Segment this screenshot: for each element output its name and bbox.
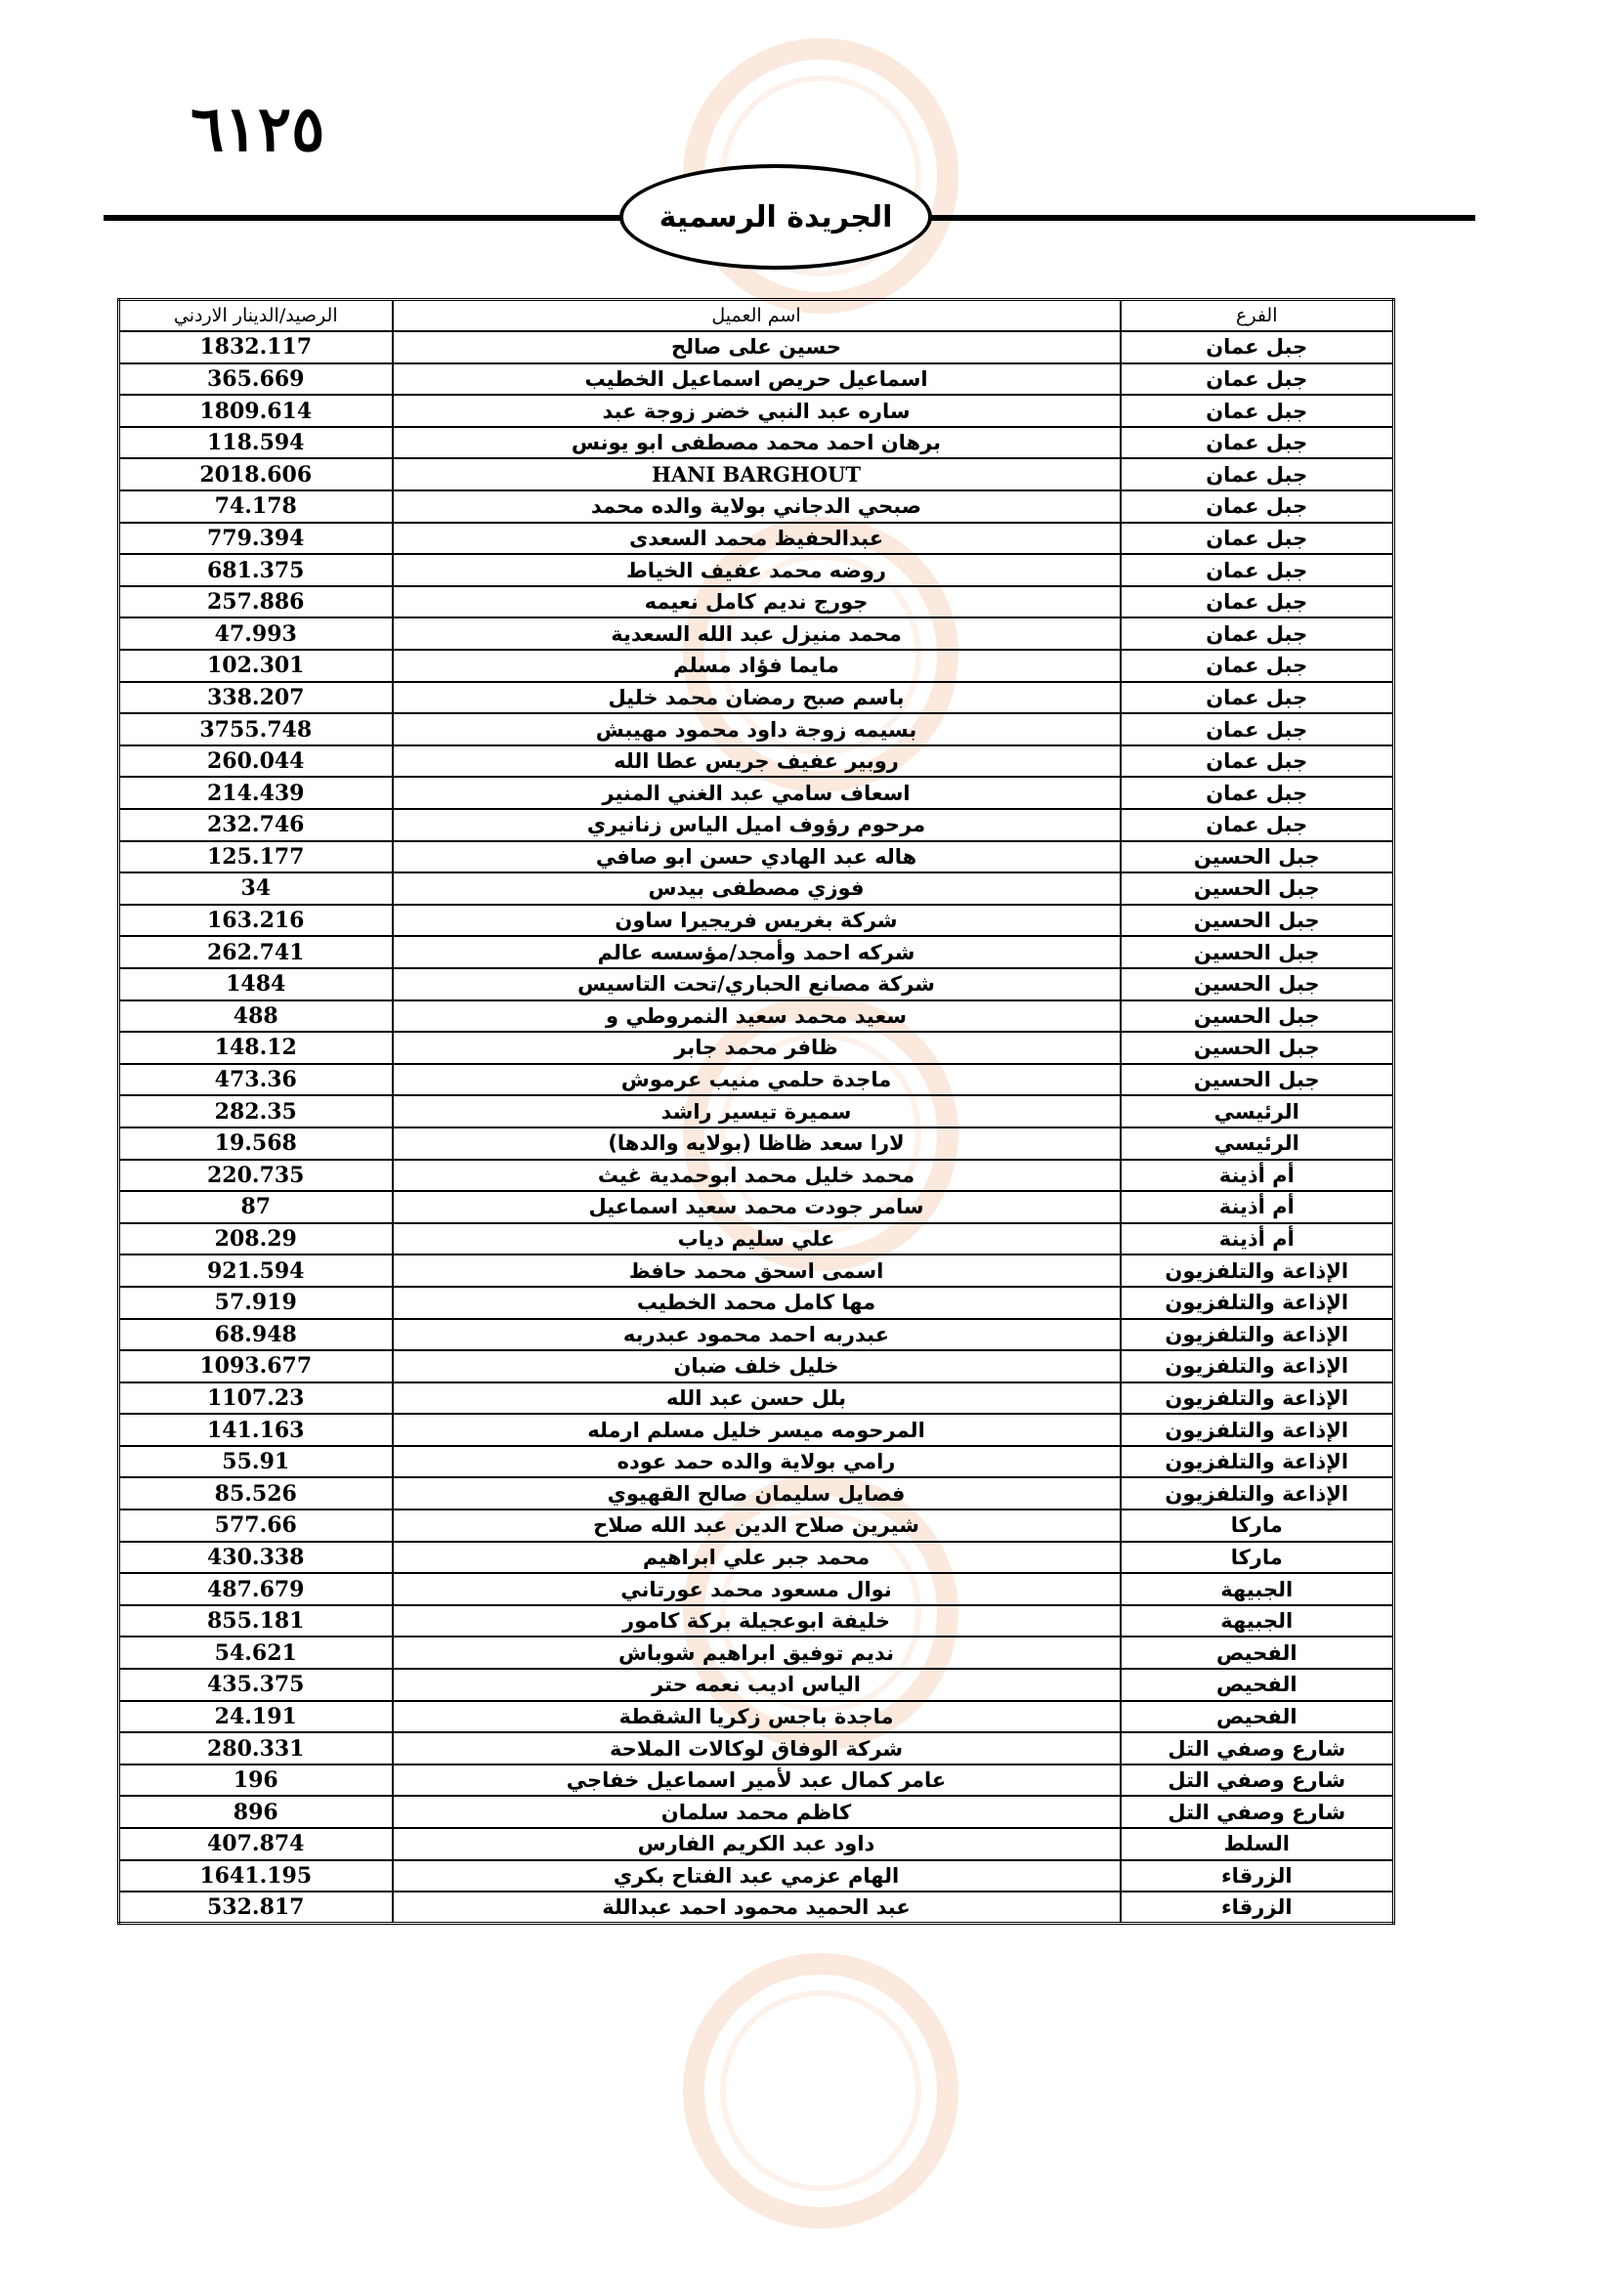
table-row (119, 1095, 1394, 1127)
branch-cell: جبل عمان (1121, 745, 1394, 778)
client-name-cell: الهام عزمي عبد الفتاح بكري (393, 1860, 1121, 1892)
branch-cell: شارع وصفي التل (1121, 1732, 1394, 1765)
client-name-cell: عامر كمال عبد لأمير اسماعيل خفاجي (393, 1765, 1121, 1797)
branch-cell: الرئيسي (1121, 1127, 1394, 1160)
balance-cell: 681.375 (119, 554, 393, 586)
client-name-cell: مايما فؤاد مسلم (393, 650, 1121, 682)
client-name-cell: داود عبد الكريم الفارس (393, 1828, 1121, 1860)
balance-cell: 19.568 (119, 1127, 393, 1160)
table-row (119, 1765, 1394, 1797)
branch-cell: جبل عمان (1121, 777, 1394, 809)
gazette-title: الجريدة الرسمية (659, 199, 893, 234)
table-row (119, 650, 1394, 682)
table-row (119, 968, 1394, 1000)
balance-cell: 1093.677 (119, 1350, 393, 1382)
table-row (119, 905, 1394, 937)
client-name-cell: محمد منيزل عبد الله السعدية (393, 617, 1121, 650)
table-row (119, 745, 1394, 778)
column-header-balance: الرصيد/الدينار الاردني (119, 300, 393, 332)
balance-cell: 577.66 (119, 1509, 393, 1542)
branch-cell: جبل الحسين (1121, 841, 1394, 873)
branch-cell: الإذاعة والتلفزيون (1121, 1287, 1394, 1319)
balance-cell: 338.207 (119, 682, 393, 714)
balance-cell: 3755.748 (119, 713, 393, 745)
client-name-cell: نوال مسعود محمد عورتاني (393, 1573, 1121, 1605)
balance-cell: 262.741 (119, 936, 393, 968)
table-row (119, 586, 1394, 618)
table-row (119, 1732, 1394, 1765)
client-name-cell: عبدالحفيظ محمد السعدى (393, 523, 1121, 555)
branch-cell: السلط (1121, 1828, 1394, 1860)
branch-cell: جبل عمان (1121, 523, 1394, 555)
balance-cell: 102.301 (119, 650, 393, 682)
table-row (119, 1573, 1394, 1605)
branch-cell: الإذاعة والتلفزيون (1121, 1350, 1394, 1382)
branch-cell: الإذاعة والتلفزيون (1121, 1414, 1394, 1446)
balance-cell: 87 (119, 1191, 393, 1223)
table-row (119, 1223, 1394, 1255)
watermark-logo (508, 1944, 1133, 2296)
table-row (119, 1892, 1394, 1924)
branch-cell: جبل عمان (1121, 363, 1394, 396)
balance-cell: 55.91 (119, 1446, 393, 1478)
balance-cell: 208.29 (119, 1223, 393, 1255)
table-row (119, 872, 1394, 905)
client-name-cell: رامي بولاية والده حمد عوده (393, 1446, 1121, 1478)
client-name-cell: فصايل سليمان صالح القهيوي (393, 1477, 1121, 1509)
balance-cell: 141.163 (119, 1414, 393, 1446)
branch-cell: جبل عمان (1121, 427, 1394, 459)
balance-cell: 487.679 (119, 1573, 393, 1605)
client-name-cell: HANI BARGHOUT (393, 458, 1121, 490)
client-name-cell: شركة بغريس فريجيرا ساون (393, 905, 1121, 937)
client-name-cell: كاظم محمد سلمان (393, 1796, 1121, 1828)
branch-cell: جبل الحسين (1121, 1000, 1394, 1033)
table-row (119, 617, 1394, 650)
table-row (119, 713, 1394, 745)
balance-cell: 125.177 (119, 841, 393, 873)
client-name-cell: علي سليم دياب (393, 1223, 1121, 1255)
client-name-cell: سامر جودت محمد سعيد اسماعيل (393, 1191, 1121, 1223)
client-name-cell: ظافر محمد جابر (393, 1032, 1121, 1064)
branch-cell: الفحيص (1121, 1669, 1394, 1701)
table-row (119, 1669, 1394, 1701)
table-row (119, 490, 1394, 523)
client-name-cell: شركة الوفاق لوكالات الملاحة (393, 1732, 1121, 1765)
branch-cell: جبل عمان (1121, 395, 1394, 427)
branch-cell: الإذاعة والتلفزيون (1121, 1319, 1394, 1351)
table-row (119, 1191, 1394, 1223)
client-name-cell: نديم توفيق ابراهيم شوباش (393, 1637, 1121, 1669)
client-name-cell: روضه محمد عفيف الخياط (393, 554, 1121, 586)
branch-cell: الإذاعة والتلفزيون (1121, 1254, 1394, 1287)
branch-cell: جبل عمان (1121, 682, 1394, 714)
table-row (119, 682, 1394, 714)
table-row (119, 1542, 1394, 1574)
client-name-cell: شركه احمد وأمجد/مؤسسه عالم (393, 936, 1121, 968)
table-row (119, 1446, 1394, 1478)
client-name-cell: ماجدة حلمي منيب عرموش (393, 1064, 1121, 1096)
balance-cell: 196 (119, 1765, 393, 1797)
balance-cell: 148.12 (119, 1032, 393, 1064)
table-row (119, 1701, 1394, 1733)
branch-cell: جبل الحسين (1121, 872, 1394, 905)
table-row (119, 777, 1394, 809)
client-name-cell: خليل خلف ضبان (393, 1350, 1121, 1382)
table-row (119, 363, 1394, 396)
balance-cell: 488 (119, 1000, 393, 1033)
branch-cell: جبل الحسين (1121, 1032, 1394, 1064)
table-header-row (119, 300, 1394, 332)
table-row (119, 1509, 1394, 1542)
branch-cell: الإذاعة والتلفزيون (1121, 1382, 1394, 1415)
balance-cell: 407.874 (119, 1828, 393, 1860)
client-name-cell: بسيمه زوجة داود محمود مهيبش (393, 713, 1121, 745)
table-row (119, 1637, 1394, 1669)
client-name-cell: اسعاف سامي عبد الغني المنير (393, 777, 1121, 809)
balance-cell: 435.375 (119, 1669, 393, 1701)
branch-cell: أم أذينة (1121, 1160, 1394, 1192)
branch-cell: الإذاعة والتلفزيون (1121, 1446, 1394, 1478)
gazette-title-oval (619, 164, 932, 270)
branch-cell: الإذاعة والتلفزيون (1121, 1477, 1394, 1509)
table-row (119, 554, 1394, 586)
client-name-cell: ساره عبد النبي خضر زوجة عبد (393, 395, 1121, 427)
client-name-cell: اسمى اسحق محمد حافظ (393, 1254, 1121, 1287)
client-name-cell: لارا سعد ظاظا (بولايه والدها) (393, 1127, 1121, 1160)
branch-cell: جبل عمان (1121, 617, 1394, 650)
balance-cell: 896 (119, 1796, 393, 1828)
client-name-cell: برهان احمد محمد مصطفى ابو يونس (393, 427, 1121, 459)
accounts-table-wrapper (117, 298, 1392, 1925)
client-name-cell: شيرين صلاح الدين عبد الله صلاح (393, 1509, 1121, 1542)
branch-cell: الفحيص (1121, 1701, 1394, 1733)
branch-cell: جبل عمان (1121, 713, 1394, 745)
client-name-cell: خليفة ابوعجيلة بركة كامور (393, 1605, 1121, 1637)
branch-cell: الزرقاء (1121, 1860, 1394, 1892)
table-row (119, 1860, 1394, 1892)
client-name-cell: حسين على صالح (393, 331, 1121, 363)
branch-cell: جبل الحسين (1121, 905, 1394, 937)
branch-cell: جبل عمان (1121, 809, 1394, 841)
balance-cell: 118.594 (119, 427, 393, 459)
column-header-branch: الفرع (1121, 300, 1394, 332)
table-row (119, 427, 1394, 459)
table-row (119, 1477, 1394, 1509)
branch-cell: الجبيهة (1121, 1573, 1394, 1605)
balance-cell: 163.216 (119, 905, 393, 937)
branch-cell: جبل عمان (1121, 650, 1394, 682)
balance-cell: 1832.117 (119, 331, 393, 363)
balance-cell: 74.178 (119, 490, 393, 523)
table-row (119, 458, 1394, 490)
client-name-cell: مها كامل محمد الخطيب (393, 1287, 1121, 1319)
balance-cell: 855.181 (119, 1605, 393, 1637)
table-row (119, 1796, 1394, 1828)
balance-cell: 34 (119, 872, 393, 905)
client-name-cell: المرحومه ميسر خليل مسلم ارمله (393, 1414, 1121, 1446)
branch-cell: الزرقاء (1121, 1892, 1394, 1924)
table-row (119, 395, 1394, 427)
branch-cell: الجبيهة (1121, 1605, 1394, 1637)
balance-cell: 232.746 (119, 809, 393, 841)
branch-cell: جبل الحسين (1121, 936, 1394, 968)
balance-cell: 47.993 (119, 617, 393, 650)
client-name-cell: محمد خليل محمد ابوحمدية غيث (393, 1160, 1121, 1192)
balance-cell: 68.948 (119, 1319, 393, 1351)
client-name-cell: روبير عفيف جريس عطا الله (393, 745, 1121, 778)
client-name-cell: اسماعيل حريص اسماعيل الخطيب (393, 363, 1121, 396)
client-name-cell: عبدربه احمد محمود عبدربه (393, 1319, 1121, 1351)
table-row (119, 841, 1394, 873)
client-name-cell: ماجدة باجس زكريا الشقطة (393, 1701, 1121, 1733)
client-name-cell: مرحوم رؤوف اميل الياس زنانيري (393, 809, 1121, 841)
table-row (119, 1000, 1394, 1033)
table-row (119, 1605, 1394, 1637)
balance-cell: 779.394 (119, 523, 393, 555)
balance-cell: 1641.195 (119, 1860, 393, 1892)
table-row (119, 1064, 1394, 1096)
balance-cell: 473.36 (119, 1064, 393, 1096)
branch-cell: أم أذينة (1121, 1223, 1394, 1255)
table-row (119, 1382, 1394, 1415)
branch-cell: جبل الحسين (1121, 968, 1394, 1000)
balance-cell: 282.35 (119, 1095, 393, 1127)
balance-cell: 57.919 (119, 1287, 393, 1319)
client-name-cell: باسم صبح رمضان محمد خليل (393, 682, 1121, 714)
balance-cell: 257.886 (119, 586, 393, 618)
table-body (119, 331, 1394, 1924)
client-name-cell: شركة مصانع الحباري/تحت التاسيس (393, 968, 1121, 1000)
balance-cell: 220.735 (119, 1160, 393, 1192)
table-row (119, 1414, 1394, 1446)
client-name-cell: فوزي مصطفى بيدس (393, 872, 1121, 905)
balance-cell: 365.669 (119, 363, 393, 396)
balance-cell: 280.331 (119, 1732, 393, 1765)
balance-cell: 921.594 (119, 1254, 393, 1287)
table-row (119, 1287, 1394, 1319)
branch-cell: الفحيص (1121, 1637, 1394, 1669)
table-row (119, 1319, 1394, 1351)
client-name-cell: عبد الحميد محمود احمد عبداللة (393, 1892, 1121, 1924)
balance-cell: 1484 (119, 968, 393, 1000)
table-row (119, 1127, 1394, 1160)
balance-cell: 260.044 (119, 745, 393, 778)
client-name-cell: بلل حسن عبد الله (393, 1382, 1121, 1415)
balance-cell: 54.621 (119, 1637, 393, 1669)
branch-cell: شارع وصفي التل (1121, 1765, 1394, 1797)
table-row (119, 523, 1394, 555)
client-name-cell: الياس اديب نعمه حتر (393, 1669, 1121, 1701)
branch-cell: جبل عمان (1121, 458, 1394, 490)
balance-cell: 1107.23 (119, 1382, 393, 1415)
table-row (119, 936, 1394, 968)
branch-cell: جبل الحسين (1121, 1064, 1394, 1096)
client-name-cell: هاله عبد الهادي حسن ابو صافي (393, 841, 1121, 873)
column-header-name: اسم العميل (393, 300, 1121, 332)
page-number: ٦١٢٥ (191, 93, 325, 166)
table-row (119, 331, 1394, 363)
table-row (119, 1032, 1394, 1064)
client-name-cell: سعيد محمد سعيد النمروطي و (393, 1000, 1121, 1033)
client-name-cell: صبحي الدجاني بولاية والده محمد (393, 490, 1121, 523)
branch-cell: ماركا (1121, 1542, 1394, 1574)
table-row (119, 1254, 1394, 1287)
branch-cell: جبل عمان (1121, 331, 1394, 363)
branch-cell: ماركا (1121, 1509, 1394, 1542)
branch-cell: جبل عمان (1121, 490, 1394, 523)
client-name-cell: جورج نديم كامل نعيمه (393, 586, 1121, 618)
table-row (119, 809, 1394, 841)
branch-cell: جبل عمان (1121, 554, 1394, 586)
branch-cell: جبل عمان (1121, 586, 1394, 618)
branch-cell: شارع وصفي التل (1121, 1796, 1394, 1828)
accounts-table (117, 298, 1395, 1925)
balance-cell: 24.191 (119, 1701, 393, 1733)
balance-cell: 214.439 (119, 777, 393, 809)
balance-cell: 1809.614 (119, 395, 393, 427)
client-name-cell: محمد جبر علي ابراهيم (393, 1542, 1121, 1574)
balance-cell: 430.338 (119, 1542, 393, 1574)
balance-cell: 2018.606 (119, 458, 393, 490)
table-row (119, 1350, 1394, 1382)
branch-cell: أم أذينة (1121, 1191, 1394, 1223)
client-name-cell: سميرة تيسير راشد (393, 1095, 1121, 1127)
branch-cell: الرئيسي (1121, 1095, 1394, 1127)
table-row (119, 1828, 1394, 1860)
balance-cell: 532.817 (119, 1892, 393, 1924)
table-row (119, 1160, 1394, 1192)
balance-cell: 85.526 (119, 1477, 393, 1509)
